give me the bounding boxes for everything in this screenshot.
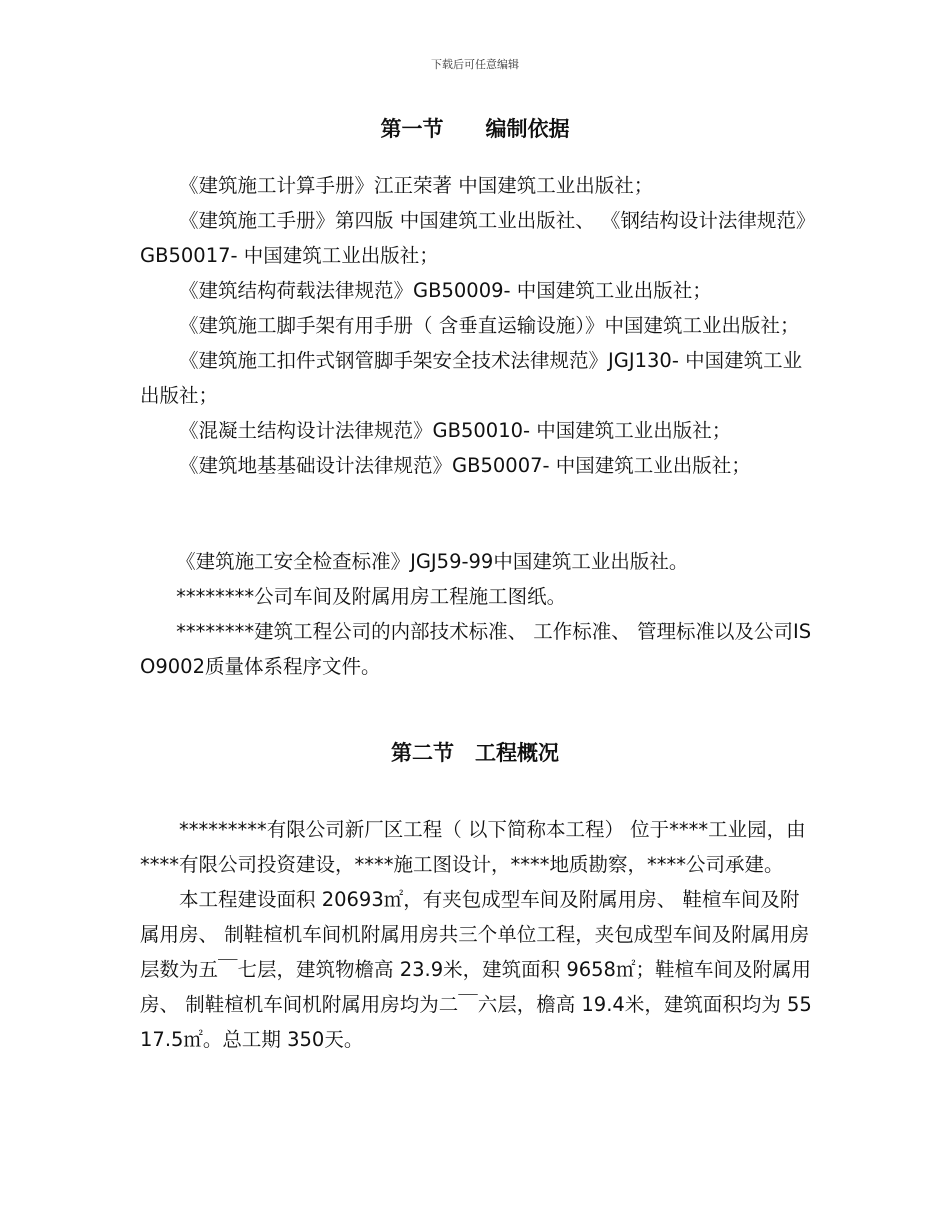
reference-item: 《建筑施工计算手册》江正荣著 中国建筑工业出版社； — [179, 174, 654, 197]
reference-list — [140, 168, 815, 483]
overview-body — [140, 812, 815, 1057]
overview-paragraph: 本工程建设面积 20693㎡，有夹包成型车间及附属用房、 鞋楦车间及附属用房、 制鞋楦机车间机附属用房共三个单位工程，夹包成型车间及附属用房层数为五￣七层，建筑物檐高 23.9米，建筑面积 9658㎡；鞋楦车间及附属用房、 制鞋楦机车间机附属用房均为二￣六层，檐高 19.4米，建筑面积均为 5517.5㎡。总工期 350天。 — [140, 888, 812, 1051]
reference-item: 《建筑结构荷载法律规范》GB50009- 中国建筑工业出版社； — [179, 279, 712, 302]
section-title-basis: 第一节 编制依据 — [380, 117, 570, 141]
reference-item: ********公司车间及附属用房工程施工图纸。 — [176, 585, 567, 608]
section-title-overview: 第二节 工程概况 — [391, 741, 559, 765]
reference-item: 《建筑施工扣件式钢管脚手架安全技术法律规范》JGJ130- 中国建筑工业出版社； — [140, 349, 803, 407]
reference-item: ********建筑工程公司的内部技术标准、 工作标准、 管理标准以及公司ISO9002质量体系程序文件。 — [140, 620, 812, 678]
page-header-note: 下载后可任意编辑 — [431, 58, 519, 71]
reference-list-extra — [140, 544, 815, 684]
reference-item: 《建筑地基基础设计法律规范》GB50007- 中国建筑工业出版社； — [179, 454, 751, 477]
reference-item: 《混凝土结构设计法律规范》GB50010- 中国建筑工业出版社； — [179, 419, 732, 442]
reference-item: 《建筑施工手册》第四版 中国建筑工业出版社、 《钢结构设计法律规范》GB50017- 中国建筑工业出版社； — [140, 209, 806, 267]
reference-item: 《建筑施工脚手架有用手册（ 含垂直运输设施）》中国建筑工业出版社； — [179, 314, 800, 337]
overview-paragraph: *********有限公司新厂区工程（ 以下简称本工程） 位于****工业园，由****有限公司投资建设，****施工图设计，****地质勘察，****公司承建。 — [140, 818, 806, 876]
reference-item: 《建筑施工安全检查标准》JGJ59-99中国建筑工业出版社。 — [176, 550, 689, 573]
